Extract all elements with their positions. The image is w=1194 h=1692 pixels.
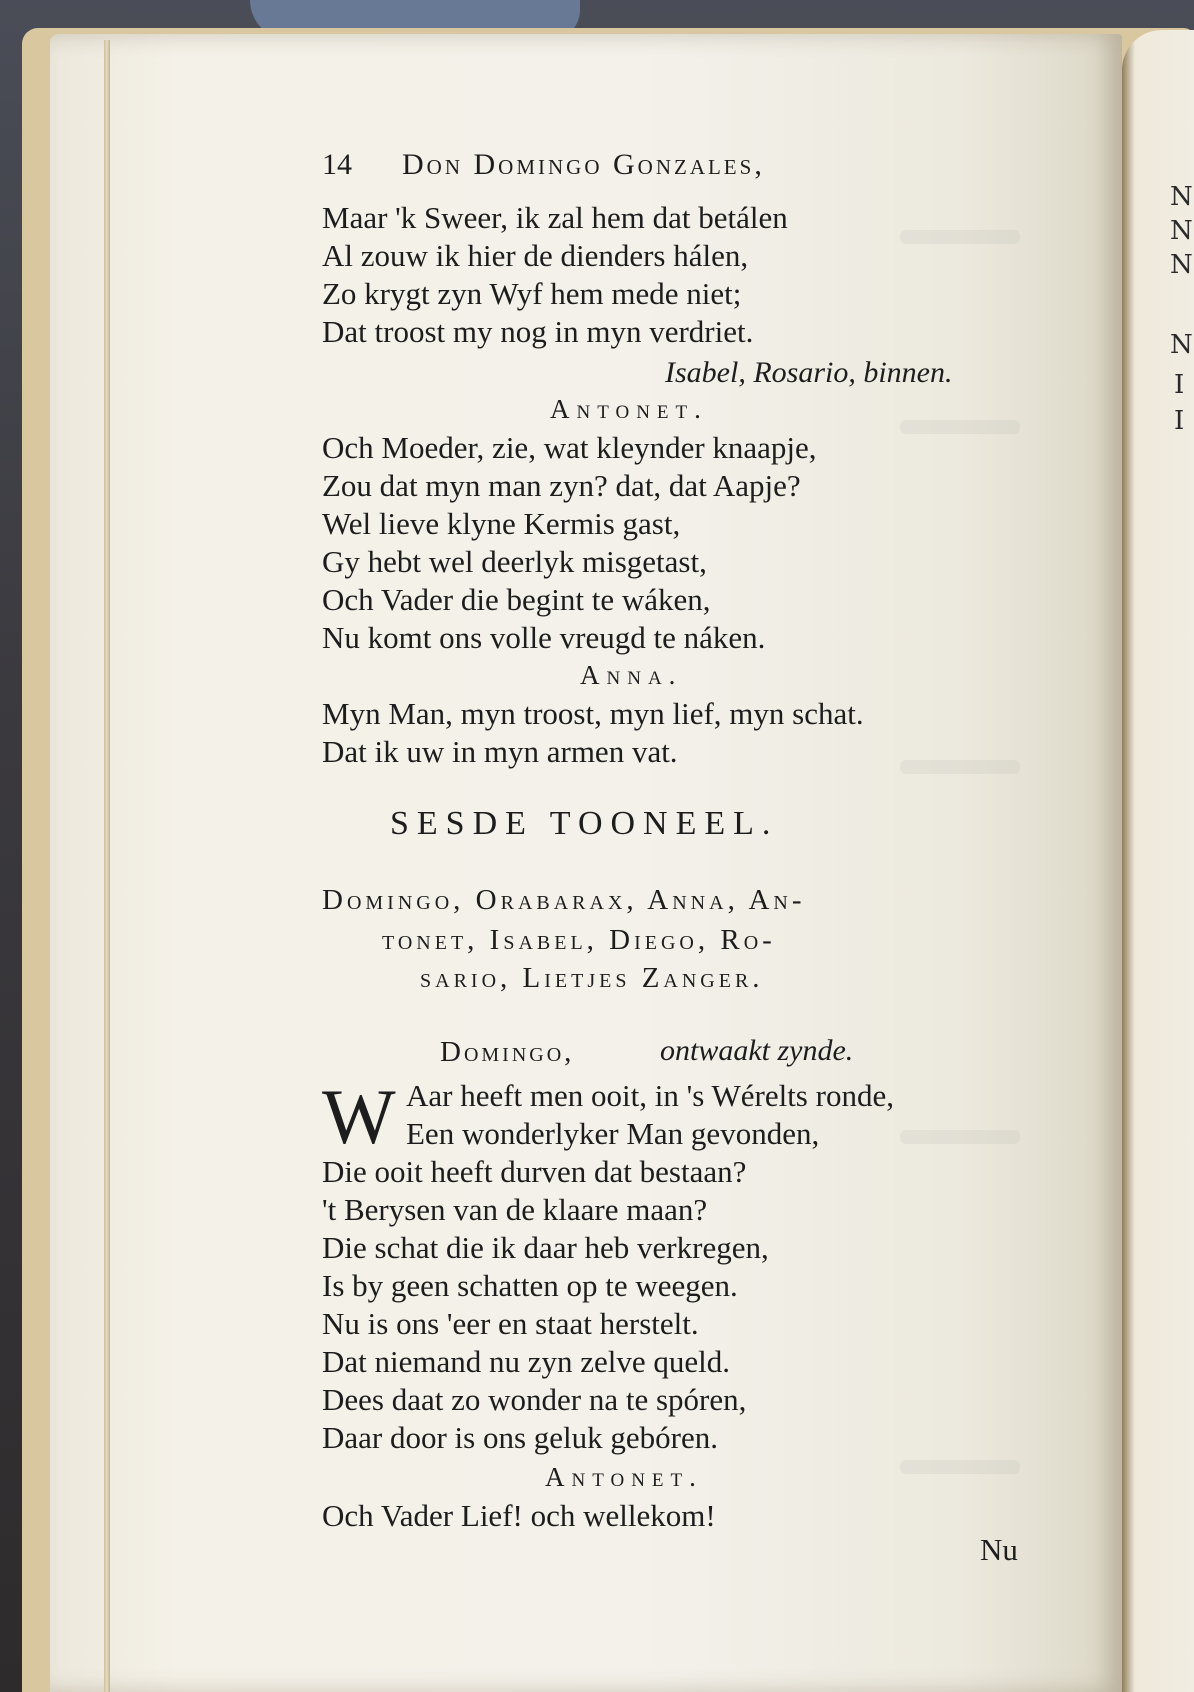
drop-cap: W (322, 1073, 396, 1160)
cast-list-line: Domingo, Orabarax, Anna, An- (322, 884, 806, 916)
show-through-text (900, 760, 1020, 774)
facing-page-letter: I (1174, 370, 1185, 400)
speaker-name: Anna. (580, 660, 683, 690)
running-title: Don Domingo Gonzales, (402, 148, 765, 181)
verse-line: Dat niemand nu zyn zelve queld. (322, 1344, 731, 1379)
verse-line: Gy hebt wel deerlyk misgetast, (322, 544, 707, 579)
speaker-name: Antonet. (550, 394, 708, 424)
verse-line: Een wonderlyker Man gevonden, (406, 1116, 820, 1151)
facing-page-letter: I (1174, 406, 1185, 436)
verse-line: Och Vader die begint te wáken, (322, 582, 711, 617)
scene-heading: SESDE TOONEEL. (390, 805, 779, 842)
speaker-name: Domingo, (440, 1036, 575, 1068)
verse-line: Nu komt ons volle vreugd te náken. (322, 620, 766, 655)
verse-line: 't Berysen van de klaare maan? (322, 1192, 708, 1227)
verse-line: Die ooit heeft durven dat bestaan? (322, 1154, 747, 1189)
facing-page-letter: N (1170, 250, 1193, 280)
verse-line: Nu is ons 'eer en staat herstelt. (322, 1306, 699, 1341)
verse-line: Wel lieve klyne Kermis gast, (322, 506, 681, 541)
verse-line: Och Moeder, zie, wat kleynder knaapje, (322, 430, 817, 465)
show-through-text (900, 420, 1020, 434)
verse-line: Dat troost my nog in myn verdriet. (322, 314, 754, 349)
show-through-text (900, 1130, 1020, 1144)
running-head (322, 140, 962, 186)
speaker-name: Antonet. (545, 1462, 703, 1492)
verse-line: Myn Man, myn troost, myn lief, myn schat. (322, 696, 864, 731)
stage-direction: ontwaakt zynde. (660, 1034, 854, 1067)
facing-page-edge (1122, 30, 1194, 1692)
verse-line: Al zouw ik hier de dienders hálen, (322, 238, 749, 273)
cast-list-line: sario, Lietjes Zanger. (420, 962, 764, 994)
facing-page-letter: N (1170, 330, 1193, 360)
verse-line: Is by geen schatten op te weegen. (322, 1268, 738, 1303)
verse-line: Zou dat myn man zyn? dat, dat Aapje? (322, 468, 801, 503)
verse-line: Aar heeft men ooit, in 's Wérelts ronde, (406, 1078, 894, 1113)
cast-list-line: tonet, Isabel, Diego, Ro- (382, 924, 776, 956)
verse-line: Die schat die ik daar heb verkregen, (322, 1230, 769, 1265)
verse-line: Och Vader Lief! och wellekom! (322, 1498, 716, 1533)
show-through-text (900, 230, 1020, 244)
verse-line: Maar 'k Sweer, ik zal hem dat betálen (322, 200, 788, 235)
page-number: 14 (322, 148, 352, 181)
facing-page-letter: N (1170, 182, 1193, 212)
catchword: Nu (980, 1532, 1018, 1567)
verse-line: Zo krygt zyn Wyf hem mede niet; (322, 276, 742, 311)
verse-line: Daar door is ons geluk gebóren. (322, 1420, 719, 1455)
page-gutter-edge (104, 40, 110, 1692)
verse-line: Dat ik uw in myn armen vat. (322, 734, 678, 769)
verse-line: Dees daat zo wonder na te spóren, (322, 1382, 747, 1417)
show-through-text (900, 1460, 1020, 1474)
stage-direction: Isabel, Rosario, binnen. (665, 356, 953, 389)
facing-page-letter: N (1170, 216, 1193, 246)
